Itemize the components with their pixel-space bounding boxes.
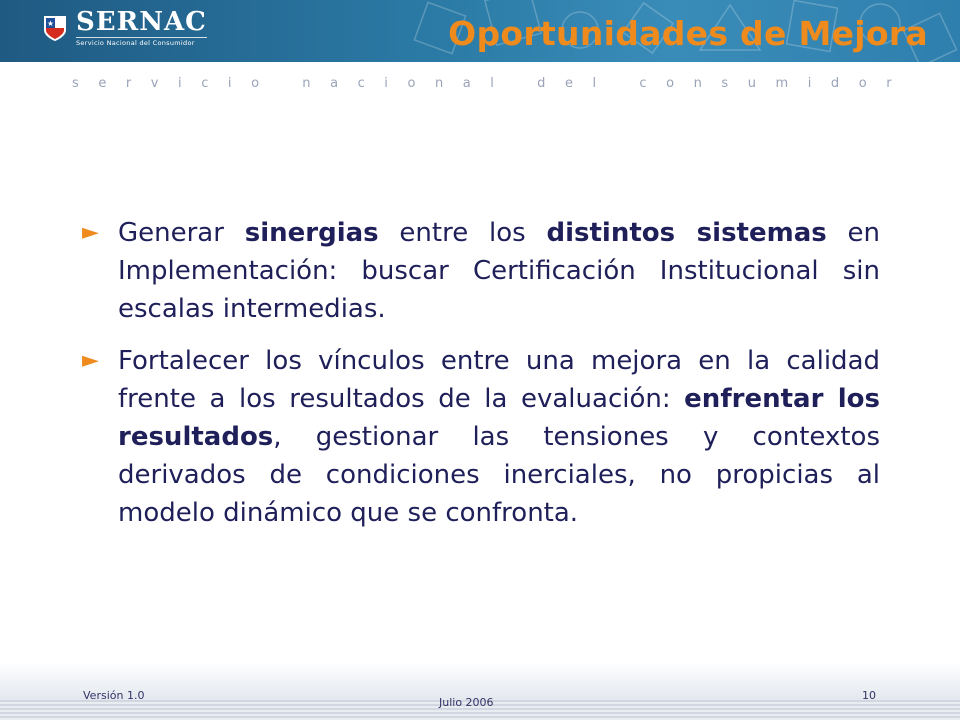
tagline-letter: l [490, 76, 494, 91]
bullet-segment: en Implementación: buscar Certificación Institucional sin escalas intermedias. [118, 218, 880, 324]
tagline-letter: o [251, 76, 260, 91]
tagline-letter: l [592, 76, 597, 91]
bullet-text [118, 218, 880, 324]
tagline-letter [616, 76, 620, 91]
bullet-segment: entre los [378, 218, 547, 248]
tagline-letter: n [434, 76, 444, 91]
tagline-letter: o [858, 76, 867, 91]
tagline-letter: n [302, 76, 311, 91]
tagline-letter: i [227, 76, 232, 91]
tagline-letter: d [830, 76, 840, 91]
tagline-letter: o [666, 76, 675, 91]
footer-version: Versión 1.0 [83, 689, 145, 702]
bullet-segment: Fortalecer los vínculos entre una mejora en la calidad frente a los resultados de la evaluación: [118, 346, 880, 414]
tagline-letter: d [537, 76, 546, 91]
footer-page-number: 10 [862, 689, 876, 702]
tagline-letter: c [201, 76, 209, 91]
footer-date: Julio 2006 [439, 696, 494, 709]
tagline-letter: s [72, 76, 79, 91]
tagline-letter: a [330, 76, 339, 91]
slide-title: Oportunidades de Mejora [448, 14, 928, 53]
bullet-text [118, 346, 880, 528]
tagline-letter: i [384, 76, 388, 91]
tagline-letter: o [407, 76, 416, 91]
triangle-right-icon: ► [82, 348, 99, 373]
bullet-segment: Generar [118, 218, 245, 248]
tagline-letter: s [721, 76, 729, 91]
tagline-letter: r [886, 76, 892, 91]
brand-subtitle: Servicio Nacional del Consumidor [76, 37, 207, 47]
triangle-right-icon: ► [82, 220, 99, 245]
brand-name: SERNAC [76, 7, 207, 37]
tagline-letter: i [807, 76, 812, 91]
tagline-letter: c [639, 76, 647, 91]
bullet-item [82, 342, 880, 532]
tagline-letter [513, 76, 517, 91]
bullet-segment-bold: sinergias [244, 218, 379, 248]
tagline-letter: r [125, 76, 132, 91]
bullet-segment: , gestionar las tensiones y contextos derivados de condiciones inerciales, no propicias al modelo dinámico que se confronta. [118, 422, 880, 528]
header-band [0, 0, 960, 62]
tagline-letter: e [564, 76, 573, 91]
bullet-item [82, 214, 880, 328]
chile-shield-logo [42, 14, 68, 42]
tagline-letter: v [150, 76, 159, 91]
tagline-letter: n [693, 76, 702, 91]
tagline-letter: m [775, 76, 789, 91]
sernac-logo [42, 9, 207, 47]
tagline-letter: a [462, 76, 471, 91]
bullet-segment-bold: enfrentar los resultados [118, 384, 880, 452]
bullet-list [82, 214, 880, 546]
tagline-letter [279, 76, 283, 91]
tagline [72, 76, 892, 91]
tagline-letter: i [178, 76, 182, 91]
tagline-letter: c [357, 76, 365, 91]
tagline-letter: e [98, 76, 107, 91]
tagline-letter: u [747, 76, 756, 91]
bullet-segment-bold: distintos sistemas [546, 218, 827, 248]
